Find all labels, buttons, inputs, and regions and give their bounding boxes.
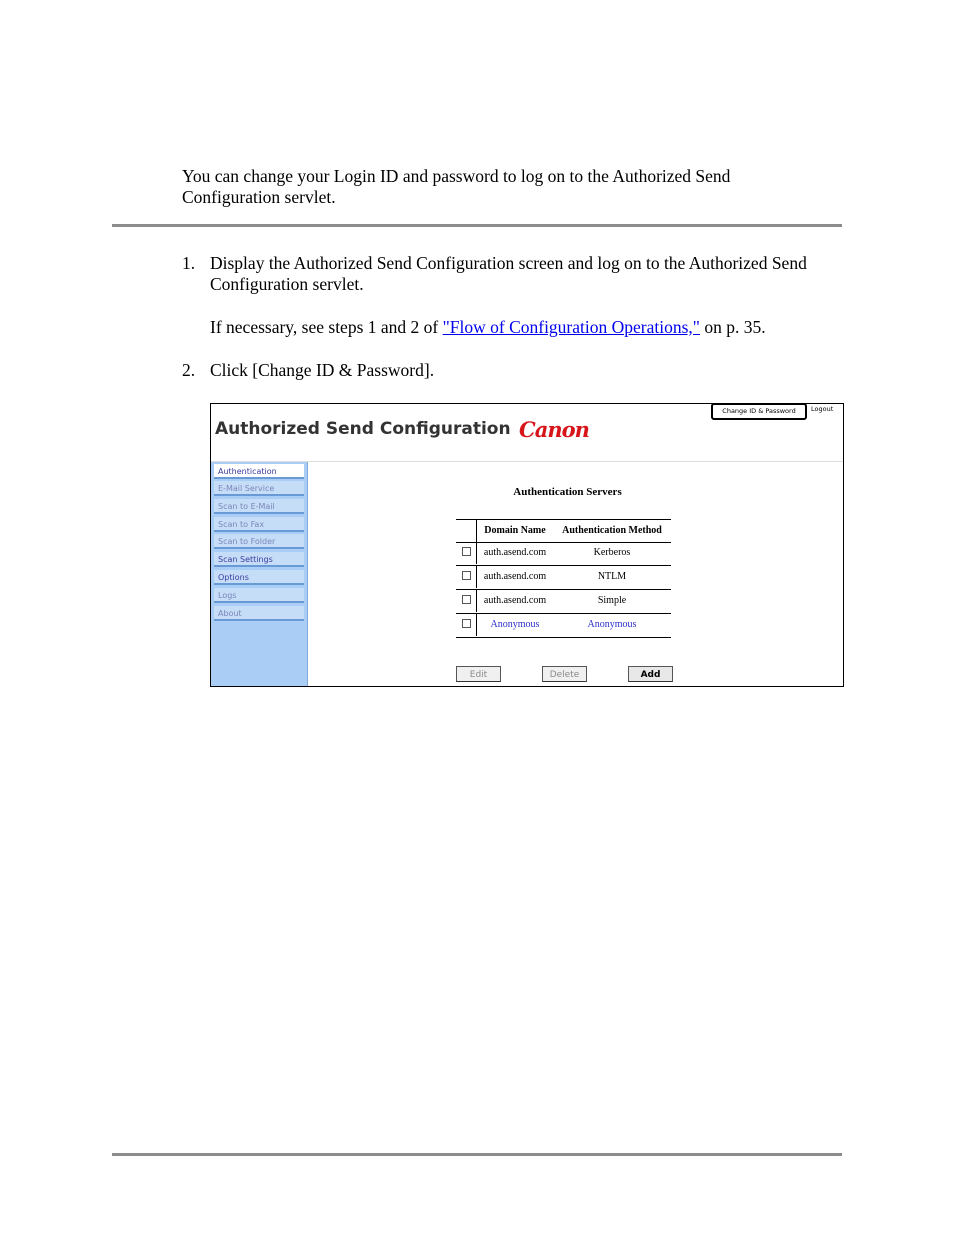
step-2-number: 2.	[182, 360, 196, 380]
method-cell: NTLM	[597, 571, 627, 582]
domain-cell: auth.asend.com	[483, 571, 547, 582]
row-checkbox[interactable]	[462, 571, 471, 580]
delete-button[interactable]: Delete	[542, 666, 587, 682]
row-checkbox-cell	[456, 542, 477, 564]
table-title: Authentication Servers	[513, 486, 622, 498]
column-header-method: Authentication Method	[562, 525, 662, 536]
method-cell: Kerberos	[593, 547, 631, 558]
sidebar-item-about[interactable]: About	[214, 606, 304, 621]
table-row	[456, 542, 671, 566]
table-row	[456, 566, 671, 590]
step-1-text: Display the Authorized Send Configuration screen and log on to the Authorized Send Configuration servlet.	[210, 253, 807, 294]
row-checkbox-cell	[456, 566, 477, 588]
column-header-domain: Domain Name	[484, 525, 546, 536]
table-header-row	[456, 519, 671, 543]
row-checkbox-cell	[456, 590, 477, 612]
note-text	[210, 317, 830, 338]
row-checkbox[interactable]	[462, 547, 471, 556]
main-panel	[308, 462, 843, 686]
bottom-divider	[112, 1153, 842, 1156]
change-id-password-button[interactable]: Change ID & Password	[711, 403, 807, 420]
canon-logo: Canon	[519, 417, 589, 442]
domain-cell: auth.asend.com	[483, 595, 547, 606]
add-button[interactable]: Add	[628, 666, 673, 682]
note-prefix: If necessary, see steps 1 and 2 of	[210, 317, 443, 337]
edit-button[interactable]: Edit	[456, 666, 501, 682]
row-checkbox-cell	[456, 614, 477, 636]
config-screenshot	[210, 403, 844, 687]
sidebar-item-scan-settings[interactable]: Scan Settings	[214, 552, 304, 567]
row-checkbox[interactable]	[462, 595, 471, 604]
header-checkbox-cell	[456, 520, 477, 542]
sidebar-item-scan-to-fax[interactable]: Scan to Fax	[214, 517, 304, 532]
table-row	[456, 614, 671, 638]
method-cell: Simple	[597, 595, 627, 606]
step-2-text: Click [Change ID & Password].	[210, 360, 435, 380]
domain-link[interactable]: Anonymous	[490, 619, 540, 630]
screenshot-header	[211, 404, 843, 461]
sidebar-item-logs[interactable]: Logs	[214, 588, 304, 603]
row-checkbox[interactable]	[462, 619, 471, 628]
top-divider	[112, 224, 842, 227]
step-1-number: 1.	[182, 253, 196, 273]
logout-link[interactable]: Logout	[811, 405, 834, 413]
table-row	[456, 590, 671, 614]
note-suffix: on p. 35.	[699, 317, 766, 337]
sidebar-item-scan-to-folder[interactable]: Scan to Folder	[214, 534, 304, 549]
sidebar-item-options[interactable]: Options	[214, 570, 304, 585]
domain-cell: auth.asend.com	[483, 547, 547, 558]
app-title: Authorized Send Configuration	[215, 419, 511, 439]
sidebar-item-authentication[interactable]: Authentication	[214, 464, 304, 479]
sidebar-item-scan-to-email[interactable]: Scan to E-Mail	[214, 499, 304, 514]
sidebar-item-email-service[interactable]: E-Mail Service	[214, 481, 304, 496]
flow-link[interactable]: "Flow of Configuration Operations,"	[442, 317, 700, 337]
intro-paragraph: You can change your Login ID and password to log on to the Authorized Send Configuration servlet.	[182, 166, 731, 207]
sidebar	[211, 462, 308, 686]
method-link[interactable]: Anonymous	[587, 619, 637, 630]
